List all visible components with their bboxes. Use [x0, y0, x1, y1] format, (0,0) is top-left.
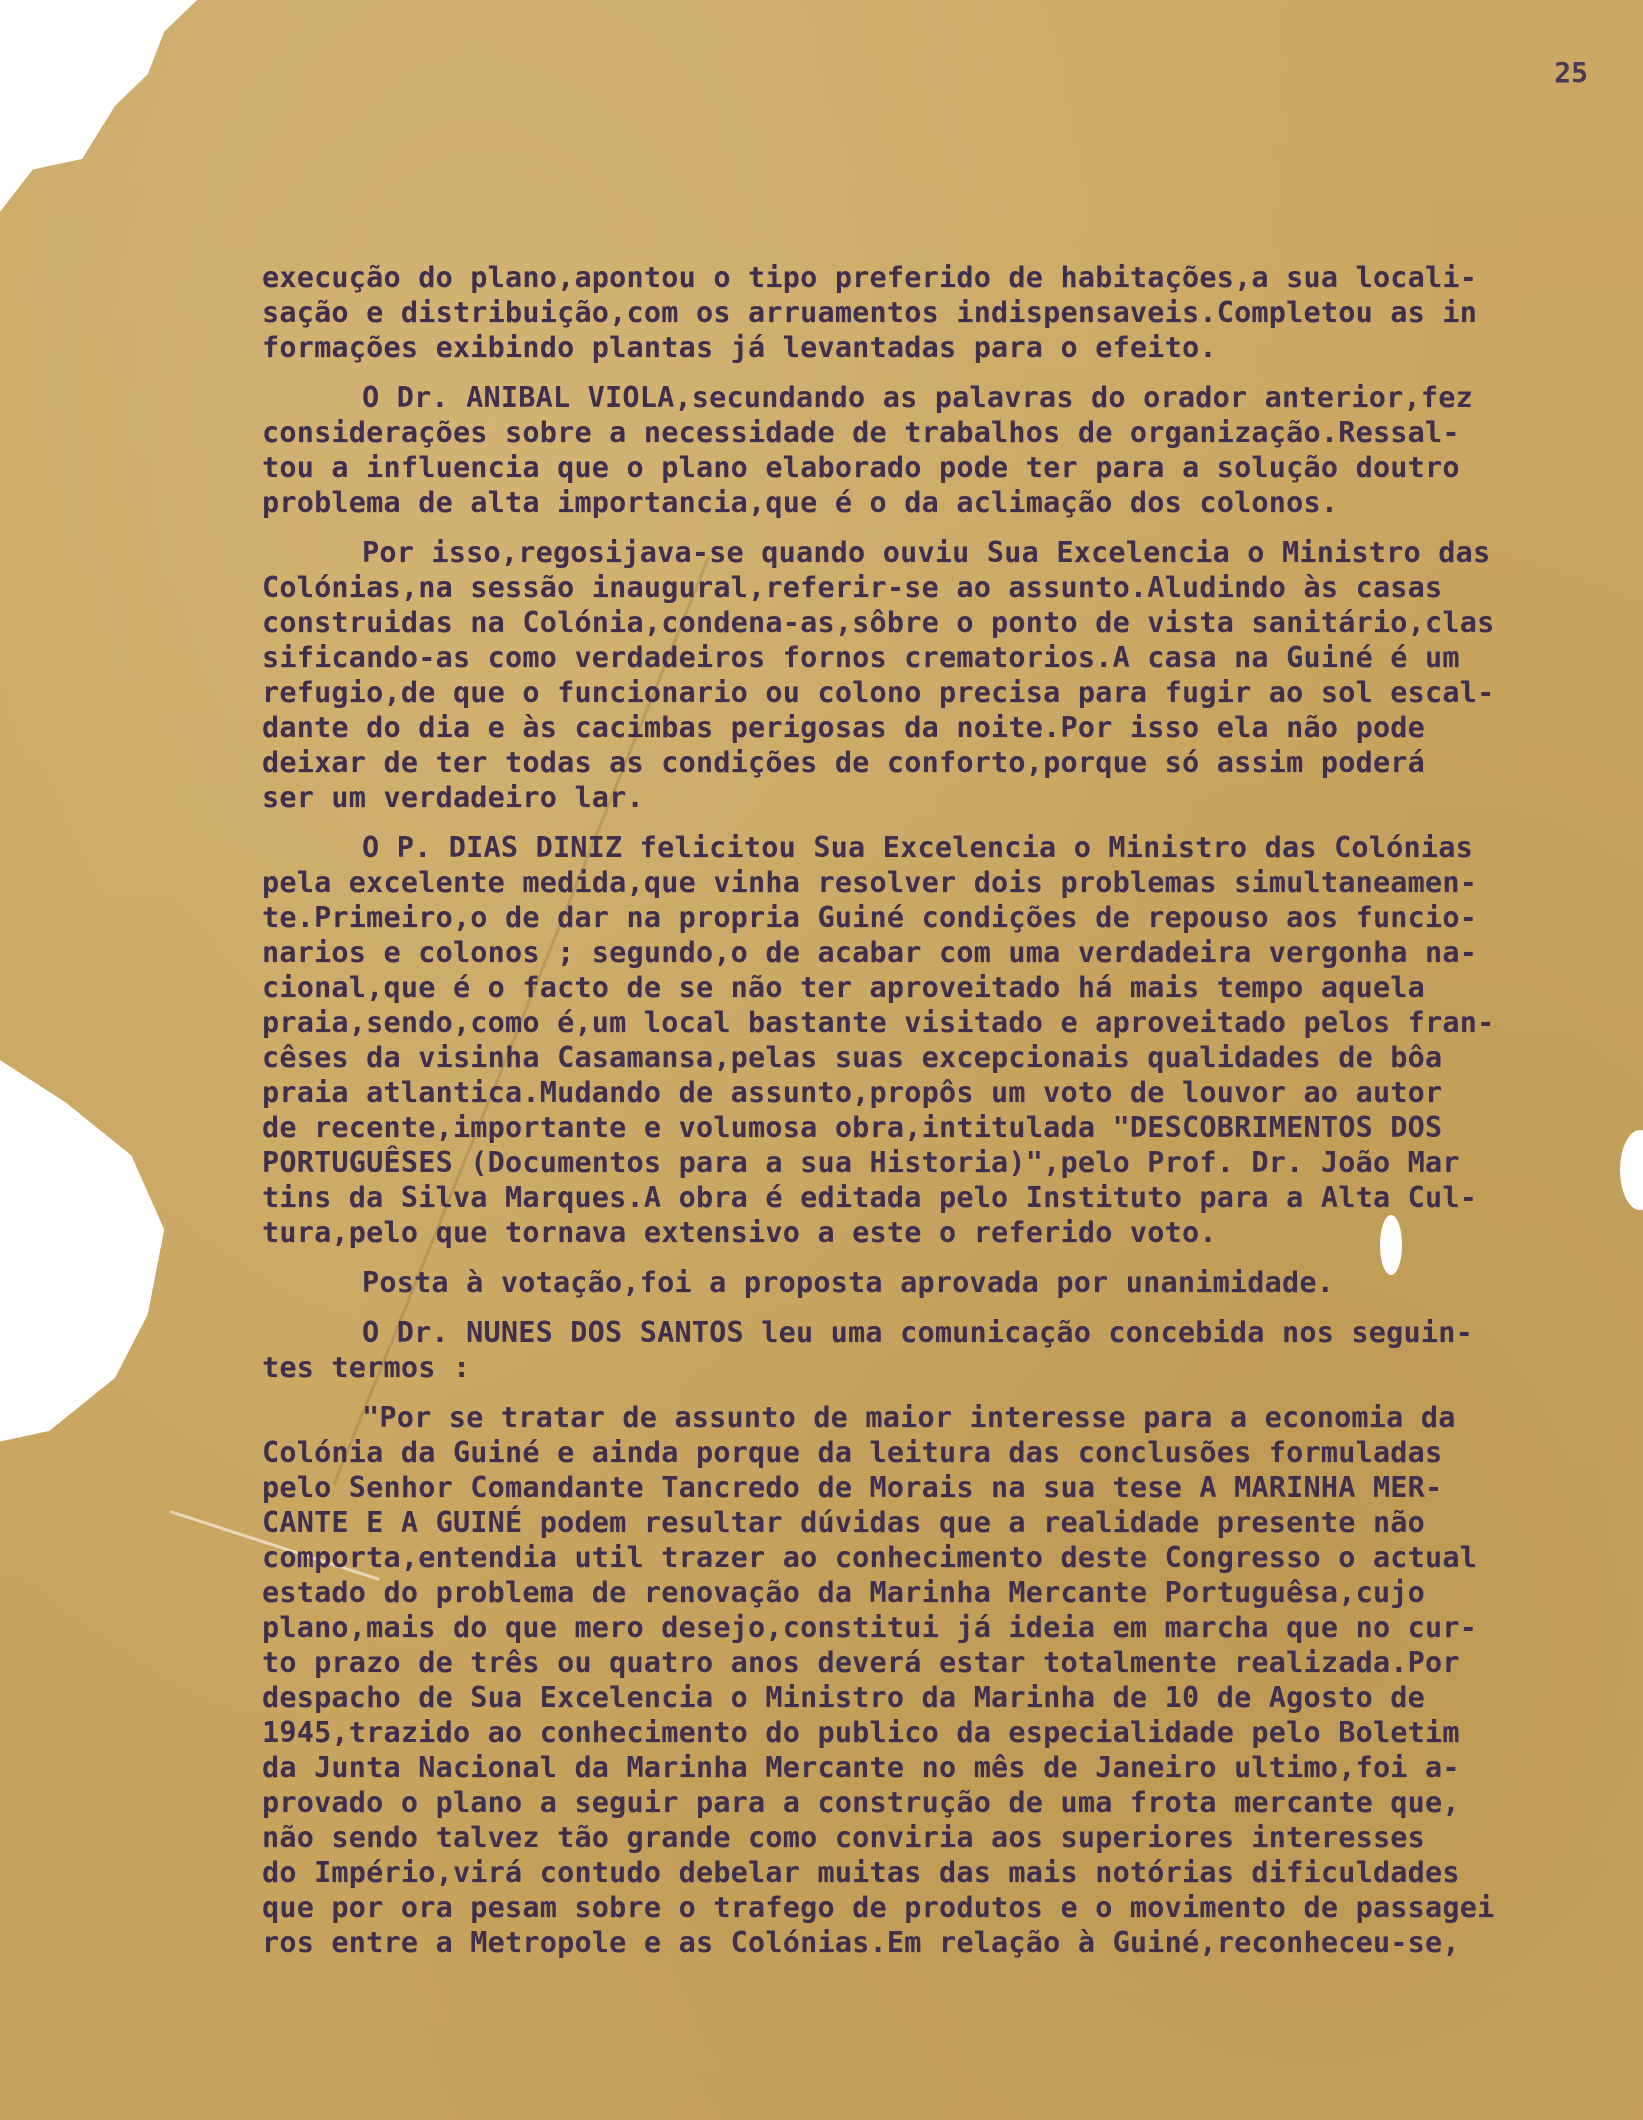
paragraph-quoted-communication: "Por se tratar de assunto de maior interesse para a economia da Colónia da Guiné e ainda porque da leitura das conclusões formuladas pelo Senhor Comandante Tancredo de Morais na sua tese A MARINHA MER- CANTE E A GUINÉ podem resultar dúvidas que a realidade presente não comporta,entendia util trazer ao conhecimento deste Congresso o actual estado do problema de renovação da Marinha Mercante Portuguêsa,cujo plano,mais do que mero desejo,constitui já ideia em marcha que no cur- to prazo de três ou quatro anos deverá estar totalmente realizada.Por despacho de Sua Excelencia o Ministro da Marinha de 10 de Agosto de 1945,trazido ao conhecimento do publico da especialidade pelo Boletim da Junta Nacional da Marinha Mercante no mês de Janeiro ultimo,foi a- provado o plano a seguir para a construção de uma frota mercante que, não sendo talvez tão grande como conviria aos superiores interesses do Império,virá contudo debelar muitas das mais notórias dificuldades que por ora pesam sobre o trafego de produtos e o movimento de passagei ros entre a Metropole e as Colónias.Em relação à Guiné,reconheceu-se,	[262, 1401, 1495, 1959]
paragraph-nunes-dos-santos: O Dr. NUNES DOS SANTOS leu uma comunicação concebida nos seguin- tes termos :	[262, 1316, 1473, 1384]
paragraph-dias-diniz: O P. DIAS DINIZ felicitou Sua Excelencia o Ministro das Colónias pela excelente medida,que vinha resolver dois problemas simultaneamen- te.Primeiro,o de dar na propria Guiné condições de repouso aos funcio- narios e colonos ; segundo,o de acabar com uma verdadeira vergonha na- cional,que é o facto de se não ter aproveitado há mais tempo aquela praia,sendo,como é,um local bastante visitado e aproveitado pelos fran- cêses da visinha Casamansa,pelas suas excepcionais qualidades de bôa praia atlantica.Mudando de assunto,propôs um voto de louvor ao autor de recente,importante e volumosa obra,intitulada "DESCOBRIMENTOS DOS PORTUGUÊSES (Documentos para a sua Historia)",pelo Prof. Dr. João Mar tins da Silva Marques.A obra é editada pelo Instituto para a Alta Cul- tura,pelo que tornava extensivo a este o referido voto.	[262, 831, 1495, 1249]
paragraph-housing-conditions: Por isso,regosijava-se quando ouviu Sua Excelencia o Ministro das Colónias,na sessão inaugural,referir-se ao assunto.Aludindo às casas construidas na Colónia,condena-as,sôbre o ponto de vista sanitário,clas sificando-as como verdadeiros fornos crematorios.A casa na Guiné é um refugio,de que o funcionario ou colono precisa para fugir ao sol escal- dante do dia e às cacimbas perigosas da noite.Por isso ela não pode deixar de ter todas as condições de conforto,porque só assim poderá ser um verdadeiro lar.	[262, 536, 1495, 814]
document-body	[262, 260, 1632, 1975]
paragraph-anibal-viola: O Dr. ANIBAL VIOLA,secundando as palavras do orador anterior,fez considerações sobre a necessidade de trabalhos de organização.Ressal- tou a influencia que o plano elaborado pode ter para a solução doutro problema de alta importancia,que é o da aclimação dos colonos.	[262, 381, 1473, 519]
page-number: 25	[1554, 56, 1588, 89]
paragraph-plan-execution: execução do plano,apontou o tipo preferido de habitações,a sua locali- sação e distribuição,com os arruamentos indispensaveis.Completou as in formações exibindo plantas já levantadas para o efeito.	[262, 261, 1478, 364]
paragraph-vote-result: Posta à votação,foi a proposta aprovada por unanimidade.	[362, 1266, 1335, 1299]
